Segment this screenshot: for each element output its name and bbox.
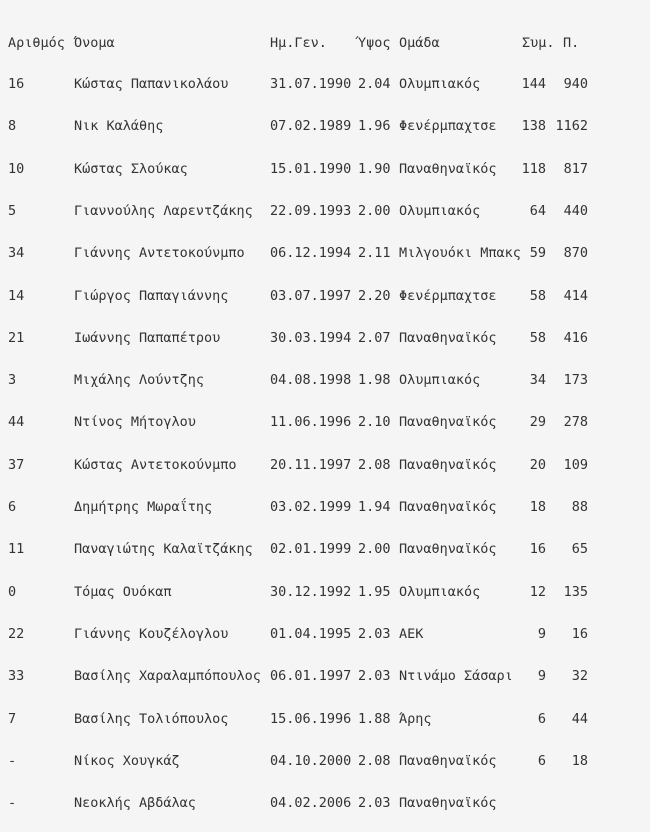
player-team: Παναθηναϊκός bbox=[399, 541, 497, 557]
player-team: Άρης bbox=[399, 711, 432, 727]
player-height: 2.08 bbox=[358, 457, 391, 473]
player-games: 20 bbox=[529, 457, 546, 473]
player-dob: 06.01.1997 bbox=[270, 668, 352, 684]
player-name: Δημήτρης Μωραΐτης bbox=[74, 499, 213, 515]
header-name: Όνομα bbox=[74, 35, 115, 51]
player-dob: 30.12.1992 bbox=[270, 584, 352, 600]
player-games: 6 bbox=[537, 753, 546, 769]
header-number: Αριθμός bbox=[8, 35, 65, 51]
player-games: 18 bbox=[529, 499, 546, 515]
player-points: 440 bbox=[563, 203, 588, 219]
player-team: Παναθηναϊκός bbox=[399, 499, 497, 515]
player-height: 1.96 bbox=[358, 118, 391, 134]
player-dob: 02.01.1999 bbox=[270, 541, 352, 557]
player-games: 34 bbox=[529, 372, 546, 388]
player-games: 16 bbox=[529, 541, 546, 557]
player-height: 1.98 bbox=[358, 372, 391, 388]
player-name: Κώστας Σλούκας bbox=[74, 161, 188, 177]
player-points: 65 bbox=[571, 541, 588, 557]
player-height: 2.00 bbox=[358, 203, 391, 219]
player-points: 32 bbox=[571, 668, 588, 684]
player-dob: 04.02.2006 bbox=[270, 795, 352, 811]
player-number: 21 bbox=[8, 330, 25, 346]
header-dob: Ημ.Γεν. bbox=[270, 35, 327, 51]
player-team: Ολυμπιακός bbox=[399, 372, 481, 388]
player-number: 5 bbox=[8, 203, 17, 219]
player-number: 8 bbox=[8, 118, 17, 134]
player-team: Παναθηναϊκός bbox=[399, 753, 497, 769]
player-dob: 30.03.1994 bbox=[270, 330, 352, 346]
player-height: 2.03 bbox=[358, 626, 391, 642]
player-number: 0 bbox=[8, 584, 17, 600]
player-team: Παναθηναϊκός bbox=[399, 161, 497, 177]
player-dob: 15.06.1996 bbox=[270, 711, 352, 727]
player-name: Κώστας Παπανικολάου bbox=[74, 76, 229, 92]
player-points: 870 bbox=[563, 245, 588, 261]
player-team: Φενέρμπαχτσε bbox=[399, 118, 497, 134]
header-points: Π. bbox=[563, 35, 580, 51]
player-height: 1.94 bbox=[358, 499, 391, 515]
player-team: ΑΕΚ bbox=[399, 626, 424, 642]
player-number: 16 bbox=[8, 76, 25, 92]
table-row bbox=[0, 456, 650, 474]
player-height: 1.90 bbox=[358, 161, 391, 177]
player-team: Ντινάμο Σάσαρι bbox=[399, 668, 513, 684]
table-row bbox=[0, 667, 650, 685]
player-games: 118 bbox=[521, 161, 546, 177]
player-points: 1162 bbox=[555, 118, 588, 134]
player-number: 3 bbox=[8, 372, 17, 388]
player-number: - bbox=[8, 795, 17, 811]
player-name: Γιώργος Παπαγιάννης bbox=[74, 288, 229, 304]
player-points: 173 bbox=[563, 372, 588, 388]
player-number: 11 bbox=[8, 541, 25, 557]
player-height: 2.07 bbox=[358, 330, 391, 346]
player-height: 2.03 bbox=[358, 668, 391, 684]
header-team: Ομάδα bbox=[399, 35, 440, 51]
player-dob: 11.06.1996 bbox=[270, 414, 352, 430]
player-games: 9 bbox=[537, 668, 546, 684]
player-name: Γιάννης Κουζέλογλου bbox=[74, 626, 229, 642]
table-row bbox=[0, 583, 650, 601]
player-height: 2.04 bbox=[358, 76, 391, 92]
player-height: 2.20 bbox=[358, 288, 391, 304]
player-name: Ιωάννης Παπαπέτρου bbox=[74, 330, 221, 346]
player-dob: 03.02.1999 bbox=[270, 499, 352, 515]
player-points: 135 bbox=[563, 584, 588, 600]
player-points: 88 bbox=[571, 499, 588, 515]
player-points: 18 bbox=[571, 753, 588, 769]
table-row bbox=[0, 794, 650, 812]
player-name: Παναγιώτης Καλαϊτζάκης bbox=[74, 541, 253, 557]
player-height: 2.00 bbox=[358, 541, 391, 557]
player-points: 414 bbox=[563, 288, 588, 304]
player-name: Γιάννης Αντετοκούνμπο bbox=[74, 245, 245, 261]
player-height: 2.03 bbox=[358, 795, 391, 811]
table-row bbox=[0, 117, 650, 135]
player-points: 278 bbox=[563, 414, 588, 430]
player-height: 2.08 bbox=[358, 753, 391, 769]
player-number: 33 bbox=[8, 668, 25, 684]
table-header bbox=[0, 34, 650, 52]
table-row bbox=[0, 498, 650, 516]
player-team: Ολυμπιακός bbox=[399, 203, 481, 219]
player-dob: 20.11.1997 bbox=[270, 457, 352, 473]
player-games: 58 bbox=[529, 288, 546, 304]
player-points: 940 bbox=[563, 76, 588, 92]
player-games: 58 bbox=[529, 330, 546, 346]
player-number: 34 bbox=[8, 245, 25, 261]
player-team: Μιλγουόκι Μπακς bbox=[399, 245, 521, 261]
player-games: 59 bbox=[529, 245, 546, 261]
player-height: 2.11 bbox=[358, 245, 391, 261]
player-name: Ντίνος Μήτογλου bbox=[74, 414, 196, 430]
player-games: 64 bbox=[529, 203, 546, 219]
player-dob: 04.08.1998 bbox=[270, 372, 352, 388]
player-dob: 06.12.1994 bbox=[270, 245, 352, 261]
table-row bbox=[0, 710, 650, 728]
player-name: Βασίλης Χαραλαμπόπουλος bbox=[74, 668, 261, 684]
player-number: - bbox=[8, 753, 17, 769]
player-name: Μιχάλης Λούντζης bbox=[74, 372, 205, 388]
player-points: 817 bbox=[563, 161, 588, 177]
table-row bbox=[0, 329, 650, 347]
table-row bbox=[0, 75, 650, 93]
player-dob: 22.09.1993 bbox=[270, 203, 352, 219]
player-team: Παναθηναϊκός bbox=[399, 414, 497, 430]
player-number: 6 bbox=[8, 499, 17, 515]
player-team: Παναθηναϊκός bbox=[399, 795, 497, 811]
player-team: Φενέρμπαχτσε bbox=[399, 288, 497, 304]
player-games: 9 bbox=[537, 626, 546, 642]
player-height: 2.10 bbox=[358, 414, 391, 430]
table-row bbox=[0, 202, 650, 220]
player-name: Νεοκλής Αβδάλας bbox=[74, 795, 196, 811]
player-team: Παναθηναϊκός bbox=[399, 457, 497, 473]
header-games: Συμ. bbox=[522, 35, 555, 51]
player-games: 12 bbox=[529, 584, 546, 600]
player-name: Κώστας Αντετοκούνμπο bbox=[74, 457, 237, 473]
player-name: Τόμας Ουόκαπ bbox=[74, 584, 172, 600]
player-points: 44 bbox=[571, 711, 588, 727]
player-dob: 04.10.2000 bbox=[270, 753, 352, 769]
player-dob: 03.07.1997 bbox=[270, 288, 352, 304]
player-points: 416 bbox=[563, 330, 588, 346]
player-points: 109 bbox=[563, 457, 588, 473]
player-team: Παναθηναϊκός bbox=[399, 330, 497, 346]
player-dob: 07.02.1989 bbox=[270, 118, 352, 134]
player-games: 144 bbox=[521, 76, 546, 92]
player-team: Ολυμπιακός bbox=[399, 76, 481, 92]
player-dob: 31.07.1990 bbox=[270, 76, 352, 92]
table-row bbox=[0, 413, 650, 431]
table-row bbox=[0, 625, 650, 643]
table-row bbox=[0, 287, 650, 305]
player-points: 16 bbox=[571, 626, 588, 642]
player-number: 44 bbox=[8, 414, 25, 430]
table-row bbox=[0, 752, 650, 770]
table-row bbox=[0, 371, 650, 389]
player-number: 14 bbox=[8, 288, 25, 304]
player-height: 1.88 bbox=[358, 711, 391, 727]
player-number: 10 bbox=[8, 161, 25, 177]
player-number: 7 bbox=[8, 711, 17, 727]
player-games: 138 bbox=[521, 118, 546, 134]
player-number: 37 bbox=[8, 457, 25, 473]
header-height: Ύψος bbox=[358, 35, 391, 51]
player-games: 6 bbox=[537, 711, 546, 727]
player-height: 1.95 bbox=[358, 584, 391, 600]
table-row bbox=[0, 540, 650, 558]
player-number: 22 bbox=[8, 626, 25, 642]
player-team: Ολυμπιακός bbox=[399, 584, 481, 600]
table-row bbox=[0, 160, 650, 178]
player-dob: 01.04.1995 bbox=[270, 626, 352, 642]
player-name: Βασίλης Τολιόπουλος bbox=[74, 711, 229, 727]
player-dob: 15.01.1990 bbox=[270, 161, 352, 177]
player-games: 29 bbox=[529, 414, 546, 430]
player-name: Γιαννούλης Λαρεντζάκης bbox=[74, 203, 253, 219]
table-row bbox=[0, 244, 650, 262]
player-name: Νίκος Χουγκάζ bbox=[74, 753, 180, 769]
player-name: Νικ Καλάθης bbox=[74, 118, 164, 134]
